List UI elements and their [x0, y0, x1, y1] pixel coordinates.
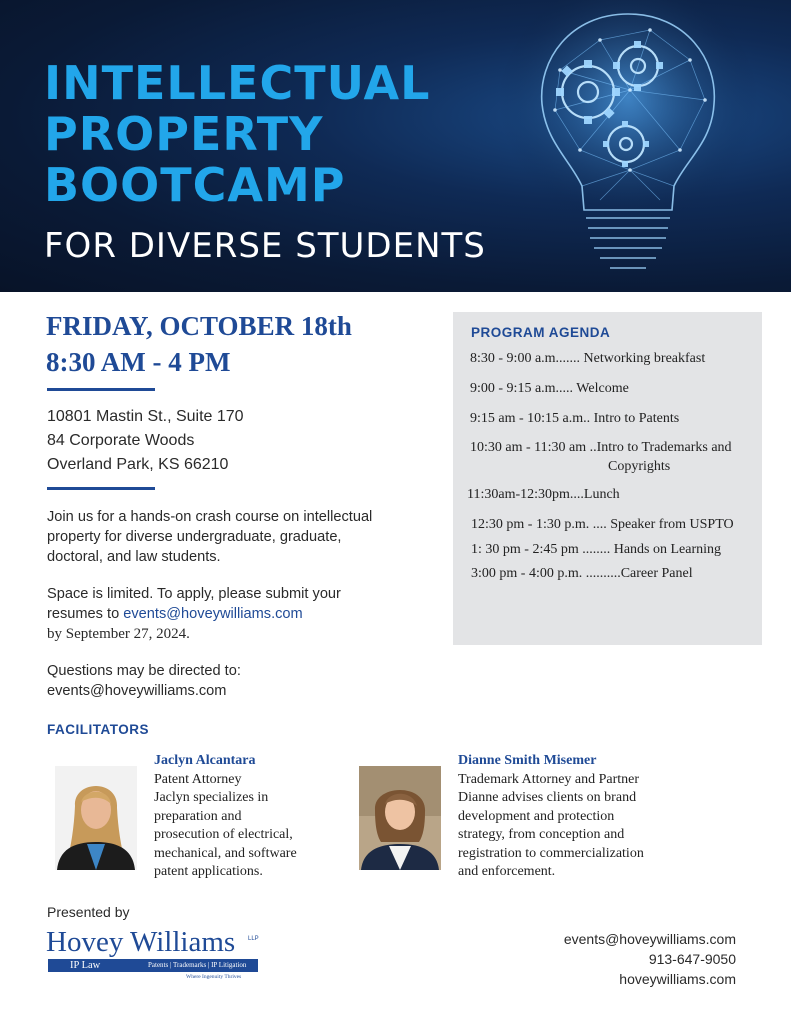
logo-wordmark: Hovey Williams [46, 926, 236, 958]
agenda-title: PROGRAM AGENDA [471, 325, 611, 340]
agenda-item: 8:30 - 9:00 a.m....... Networking breakfast [470, 351, 706, 366]
lightbulb-gears-illustration [500, 0, 791, 292]
apply-paragraph [47, 584, 427, 644]
contact-phone[interactable]: 913-647-9050 [648, 951, 736, 967]
facilitator-bio-line: prosecution of electrical, [154, 827, 293, 842]
event-subtitle: FOR DIVERSE STUDENTS [44, 226, 486, 266]
agenda-item-continued: Copyrights [608, 459, 671, 474]
contact-website-link[interactable]: hoveywilliams.com [619, 971, 736, 987]
facilitator-name: Jaclyn Alcantara [154, 753, 256, 768]
title-line: INTELLECTUAL [44, 56, 431, 110]
facilitator-bio-line: development and protection [458, 808, 615, 824]
intro-line: Join us for a hands-on crash course on intellectual [47, 509, 373, 525]
apply-line [47, 604, 427, 624]
divider [47, 388, 155, 391]
agenda-item: 11:30am-12:30pm....Lunch [467, 487, 620, 502]
questions-line: Questions may be directed to: [47, 663, 241, 679]
facilitator-card [154, 752, 297, 882]
event-address [47, 405, 244, 477]
facilitator-bio-line: and enforcement. [458, 864, 556, 879]
address-line: 10801 Mastin St., Suite 170 [47, 408, 244, 425]
facilitator-bio-line: patent applications. [154, 864, 263, 879]
agenda-item: 9:00 - 9:15 a.m..... Welcome [470, 381, 629, 396]
agenda-item: 10:30 am - 11:30 am ..Intro to Trademarks and [470, 440, 732, 455]
facilitator-bio-line: registration to commercialization [458, 845, 644, 861]
facilitator-card [458, 752, 644, 882]
event-date: FRIDAY, OCTOBER 18th [46, 311, 352, 341]
hovey-williams-logo[interactable] [46, 926, 261, 988]
facilitator-photo [55, 766, 137, 870]
agenda-item: 3:00 pm - 4:00 p.m. ..........Career Panel [471, 566, 693, 581]
questions-email-link[interactable]: events@hoveywilliams.com [47, 683, 227, 699]
facilitator-photo [359, 766, 441, 870]
questions-paragraph [47, 661, 427, 701]
facilitator-name: Dianne Smith Misemer [458, 753, 597, 768]
address-line: Overland Park, KS 66210 [47, 456, 229, 473]
intro-line: doctoral, and law students. [47, 549, 221, 565]
presented-by-label: Presented by [47, 904, 130, 920]
facilitator-bio-line: strategy, from conception and [458, 827, 625, 842]
address-line: 84 Corporate Woods [47, 432, 195, 449]
hero-banner [0, 0, 791, 292]
apply-prefix: resumes to [47, 606, 124, 622]
apply-email-link[interactable]: events@hoveywilliams.com [123, 606, 303, 622]
agenda-item: 1: 30 pm - 2:45 pm ........ Hands on Learning [471, 542, 722, 557]
contact-email-link[interactable]: events@hoveywilliams.com [563, 931, 736, 947]
apply-deadline: by September 27, 2024. [47, 626, 190, 642]
facilitator-bio-line: preparation and [154, 808, 242, 824]
facilitator-role: Patent Attorney [154, 771, 242, 787]
facilitators-title: FACILITATORS [47, 722, 149, 737]
event-time: 8:30 AM - 4 PM [46, 347, 231, 377]
program-agenda-panel [453, 312, 762, 645]
logo-ip-law: IP Law [70, 960, 101, 971]
logo-bar [48, 959, 258, 972]
divider [47, 487, 155, 490]
contact-info [564, 929, 736, 989]
title-line: PROPERTY [44, 107, 324, 161]
logo-tagline: Where Ingenuity Thrives [186, 974, 242, 980]
agenda-item: 12:30 pm - 1:30 p.m. .... Speaker from USPTO [471, 517, 734, 532]
agenda-item: 9:15 am - 10:15 a.m.. Intro to Patents [470, 411, 680, 426]
event-date-time [46, 308, 352, 380]
facilitator-bio-line: Jaclyn specializes in [154, 790, 269, 805]
logo-services: Patents | Trademarks | IP Litigation [148, 961, 247, 969]
title-line: BOOTCAMP [44, 158, 346, 212]
facilitator-role: Trademark Attorney and Partner [458, 771, 640, 787]
apply-line: Space is limited. To apply, please submit your [47, 586, 341, 602]
intro-paragraph [47, 507, 427, 567]
logo-llp: LLP [248, 936, 259, 942]
facilitator-bio-line: Dianne advises clients on brand [458, 790, 637, 805]
event-title [44, 58, 430, 211]
facilitator-bio-line: mechanical, and software [154, 845, 297, 861]
intro-line: property for diverse undergraduate, graduate, [47, 529, 342, 545]
